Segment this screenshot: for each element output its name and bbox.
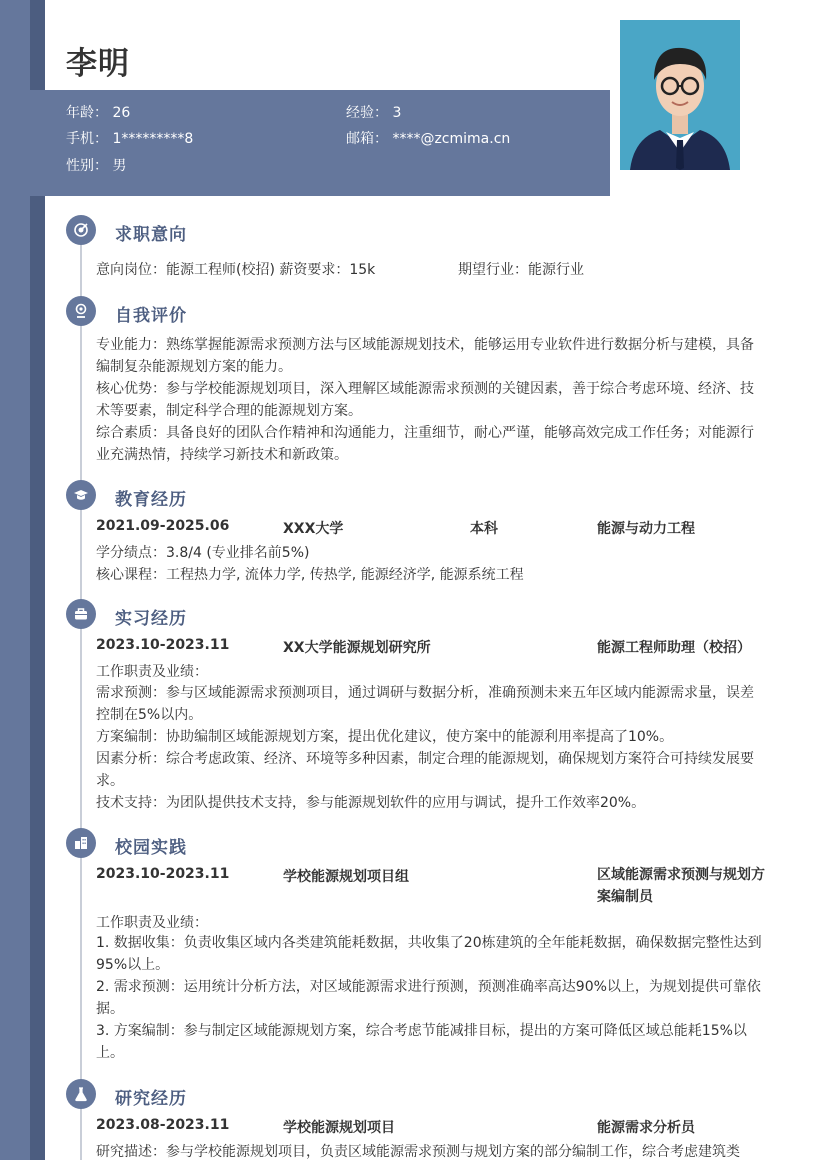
section-title-edu: 教育经历 xyxy=(115,490,187,510)
candidate-name: 李明 xyxy=(66,46,130,82)
self-eval-advantage: 核心优势：参与学校能源规划项目，深入理解区域能源需求预测的关键因素，善于综合考虑环境、经济、技术等要素，制定科学合理的能源规划方案。 xyxy=(96,381,754,419)
intern-item-analysis: 因素分析：综合考虑政策、经济、环境等多种因素，制定合理的能源规划，确保规划方案符合可持续发展要求。 xyxy=(96,751,754,789)
research-date: 2023.08-2023.11 xyxy=(96,1117,230,1133)
campus-role: 区域能源需求预测与规划方案编制员 xyxy=(597,867,765,905)
graduation-cap-icon xyxy=(66,480,96,510)
research-org: 学校能源规划项目 xyxy=(283,1120,395,1136)
campus-date: 2023.10-2023.11 xyxy=(96,866,230,882)
building-icon xyxy=(66,828,96,858)
section-title-intent: 求职意向 xyxy=(115,225,187,245)
person-icon xyxy=(66,296,96,326)
briefcase-icon xyxy=(66,599,96,629)
gender-info: 性别： 男 xyxy=(66,158,127,174)
intern-item-planning: 方案编制：协助编制区域能源规划方案，提出优化建议，使方案中的能源利用率提高了10%。 xyxy=(96,729,674,745)
research-role: 能源需求分析员 xyxy=(597,1120,695,1136)
edu-courses: 核心课程：工程热力学, 流体力学, 传热学, 能源经济学, 能源系统工程 xyxy=(96,567,524,583)
self-eval-professional: 专业能力：熟练掌握能源需求预测方法与区域能源规划技术，能够运用专业软件进行数据分析与建模，具备编制复杂能源规划方案的能力。 xyxy=(96,337,754,375)
section-title-intern: 实习经历 xyxy=(115,609,187,629)
edu-gpa: 学分绩点：3.8/4 (专业排名前5%) xyxy=(96,545,310,561)
target-icon xyxy=(66,215,96,245)
intent-industry: 期望行业：能源行业 xyxy=(458,262,584,278)
campus-lead: 工作职责及业绩： xyxy=(96,915,208,931)
timeline-line xyxy=(80,228,82,1160)
campus-org: 学校能源规划项目组 xyxy=(283,869,409,885)
flask-icon xyxy=(66,1079,96,1109)
section-title-self: 自我评价 xyxy=(115,306,187,326)
intern-date: 2023.10-2023.11 xyxy=(96,637,230,653)
experience-info: 经验： 3 xyxy=(346,105,402,121)
edu-date: 2021.09-2025.06 xyxy=(96,518,230,534)
intern-org: XX大学能源规划研究所 xyxy=(283,640,431,656)
section-title-research: 研究经历 xyxy=(115,1089,187,1109)
campus-item-plan: 3. 方案编制：参与制定区域能源规划方案，综合考虑节能减排目标，提出的方案可降低区域总能耗15%以上。 xyxy=(96,1023,747,1061)
edu-school: XXX大学 xyxy=(283,521,344,537)
phone-info: 手机： 1*********8 xyxy=(66,131,194,147)
edu-major: 能源与动力工程 xyxy=(597,521,695,537)
intern-role: 能源工程师助理（校招） xyxy=(597,640,751,656)
research-desc: 研究描述：参与学校能源规划项目，负责区域能源需求预测与规划方案的部分编制工作，综合考虑建筑类 xyxy=(96,1144,740,1160)
age-info: 年龄： 26 xyxy=(66,105,131,121)
intern-lead: 工作职责及业绩： xyxy=(96,664,208,680)
edu-degree: 本科 xyxy=(470,521,498,537)
intent-position: 意向岗位：能源工程师(校招) 薪资要求：15k xyxy=(96,262,376,278)
self-eval-quality: 综合素质：具备良好的团队合作精神和沟通能力，注重细节，耐心严谨，能够高效完成工作任务；对能源行业充满热情，持续学习新技术和新政策。 xyxy=(96,425,754,463)
profile-photo xyxy=(620,20,740,170)
section-title-campus: 校园实践 xyxy=(115,838,187,858)
intern-item-support: 技术支持：为团队提供技术支持，参与能源规划软件的应用与调试，提升工作效率20%。 xyxy=(96,795,646,811)
campus-item-data: 1. 数据收集：负责收集区域内各类建筑能耗数据，共收集了20栋建筑的全年能耗数据，确保数据完整性达到95%以上。 xyxy=(96,935,762,973)
email-info: 邮箱： ****@zcmima.cn xyxy=(346,131,511,147)
sidebar-strip xyxy=(0,0,30,1160)
intern-item-forecast: 需求预测：参与区域能源需求预测项目，通过调研与数据分析，准确预测未来五年区域内能源需求量，误差控制在5%以内。 xyxy=(96,685,754,723)
campus-item-forecast: 2. 需求预测：运用统计分析方法，对区域能源需求进行预测，预测准确率高达90%以上，为规划提供可靠依据。 xyxy=(96,979,761,1017)
